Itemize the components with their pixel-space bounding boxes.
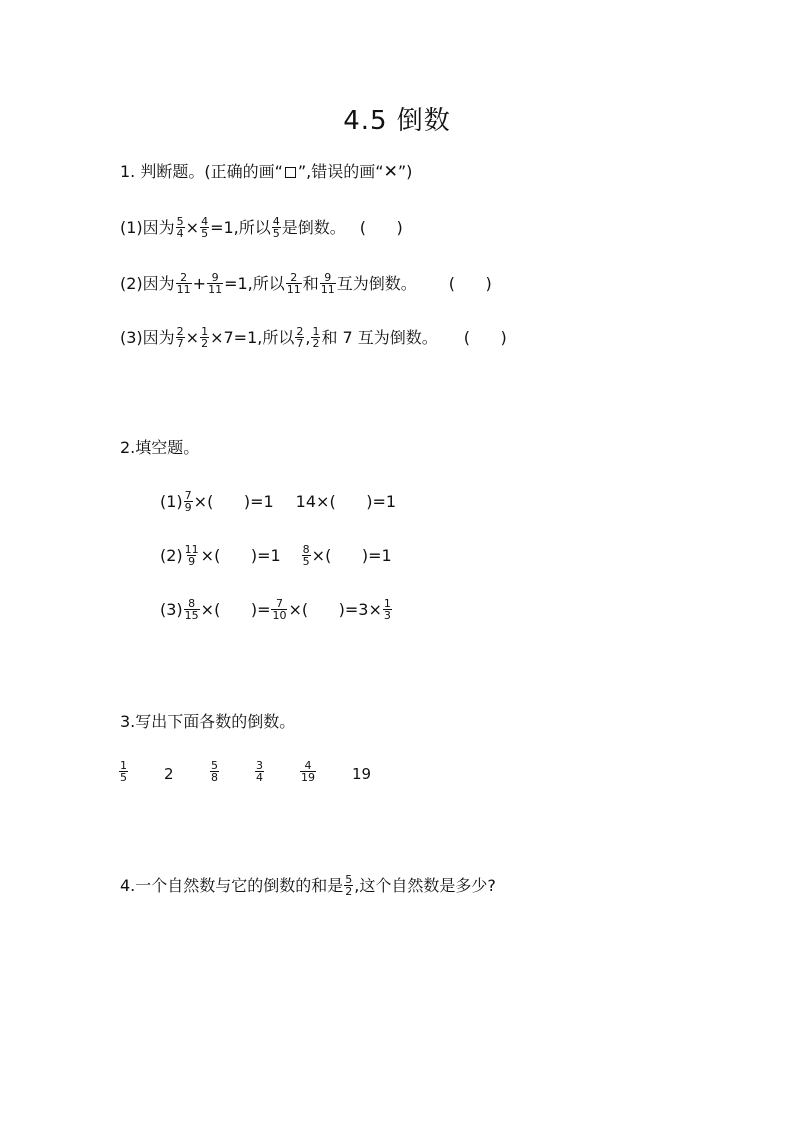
q1-item-label: (3)因为 [120,327,175,347]
connector-text: 和 [302,273,319,293]
fraction [184,544,200,567]
denominator: 5 [201,227,209,240]
operator: + [192,273,207,293]
fraction [210,760,219,783]
q3-number-3 [209,760,220,783]
statement-tail: 是倒数。 [281,217,346,237]
denominator: 11 [208,283,223,296]
q1-item-label: (2)因为 [120,273,175,293]
denominator: 5 [272,227,280,240]
fraction [383,598,392,621]
numerator: 7 [275,597,283,610]
denominator: 2 [201,337,209,350]
denominator: 8 [211,771,218,784]
denominator: 9 [184,501,192,514]
denominator: 15 [184,609,199,622]
fraction [184,490,193,513]
q3-number-2: 2 [164,765,174,783]
q1-item-3 [120,326,507,349]
equation-text: =1,所以 [210,217,271,237]
fraction [286,272,302,295]
fill-blank-expression[interactable]: ×( )=1 [200,545,281,565]
fraction [344,874,353,897]
fraction [302,544,311,567]
numerator: 2 [180,271,188,284]
numerator: 9 [211,271,219,284]
fraction [311,326,320,349]
denominator: 9 [188,555,196,568]
denominator: 5 [120,771,127,784]
fraction [200,326,209,349]
denominator: 11 [176,283,191,296]
answer-blank[interactable]: ( ) [448,273,492,293]
q1-heading [120,162,412,182]
operator: × [185,327,200,347]
answer-blank[interactable]: ( ) [359,217,403,237]
numerator: 4 [304,759,312,772]
denominator: 4 [176,227,184,240]
fraction [184,598,200,621]
fill-blank-expression[interactable]: ×( )= [200,599,271,619]
numerator: 2 [176,325,184,338]
q2-row-1 [160,490,396,513]
q3-heading: 3.写出下面各数的倒数。 [120,712,296,731]
fraction [176,272,192,295]
fill-blank-expression[interactable]: 14×( )=1 [295,491,397,511]
fraction [176,216,185,239]
fraction [119,760,128,783]
q3-number-5 [299,760,317,783]
numerator: 7 [184,489,192,502]
fraction [200,216,209,239]
fraction [176,326,185,349]
numerator: 4 [201,215,209,228]
fill-blank-expression[interactable]: ×( )=1 [311,545,392,565]
answer-blank[interactable]: ( ) [463,327,507,347]
operator: × [185,217,200,237]
statement-tail: 和 7 互为倒数。 [321,327,438,347]
denominator: 11 [320,283,335,296]
denominator: 5 [302,555,310,568]
separator-text: , [305,327,311,347]
q1-item-1 [120,216,403,239]
equation-text: =1,所以 [224,273,285,293]
numerator: 2 [290,271,298,284]
fraction [207,272,223,295]
denominator: 7 [176,337,184,350]
fraction [272,216,281,239]
denominator: 2 [312,337,320,350]
numerator: 1 [312,325,320,338]
fraction [255,760,264,783]
numerator: 2 [296,325,304,338]
q1-heading-text-2: ”,错误的画“ [297,162,384,181]
numerator: 5 [176,215,184,228]
numerator: 9 [324,271,332,284]
fraction [295,326,304,349]
q1-item-2 [120,272,492,295]
q2-row-label: (2) [160,545,183,565]
q3-number-6: 19 [352,765,372,783]
numerator: 1 [120,759,127,772]
numerator: 8 [188,597,196,610]
q2-row-3 [160,598,393,621]
q4-question [120,874,496,897]
numerator: 5 [345,873,353,886]
q4-text-1: 4.一个自然数与它的倒数的和是 [120,875,344,895]
q2-row-2 [160,544,392,567]
fraction [300,760,316,783]
denominator: 4 [256,771,263,784]
fill-blank-expression[interactable]: ×( )=1 [193,491,274,511]
numerator: 1 [383,597,391,610]
numerator: 3 [256,759,263,772]
denominator: 19 [301,771,315,784]
q2-heading: 2.填空题。 [120,438,200,457]
cross-mark-icon: ✕ [383,162,398,182]
q1-item-label: (1)因为 [120,217,175,237]
q4-text-2: ,这个自然数是多少? [354,875,496,895]
numerator: 8 [302,543,310,556]
check-square-icon [285,167,296,178]
denominator: 2 [345,885,353,898]
numerator: 4 [272,215,280,228]
q3-number-1 [118,760,129,783]
fraction [271,598,287,621]
fraction [320,272,336,295]
equation-text: ×7=1,所以 [210,327,295,347]
denominator: 10 [272,609,287,622]
q1-heading-text-1: 1. 判断题。(正确的画“ [120,162,283,181]
q1-heading-text-3: ”) [397,162,413,181]
fill-blank-expression[interactable]: ×( )=3× [288,599,382,619]
numerator: 1 [201,325,209,338]
q2-row-label: (1) [160,491,183,511]
q2-row-label: (3) [160,599,183,619]
denominator: 11 [286,283,301,296]
numerator: 11 [184,543,199,556]
numerator: 5 [211,759,218,772]
q3-number-4 [254,760,265,783]
denominator: 3 [383,609,391,622]
denominator: 7 [296,337,304,350]
page-title: 4.5 倒数 [343,106,451,136]
statement-tail: 互为倒数。 [336,273,417,293]
